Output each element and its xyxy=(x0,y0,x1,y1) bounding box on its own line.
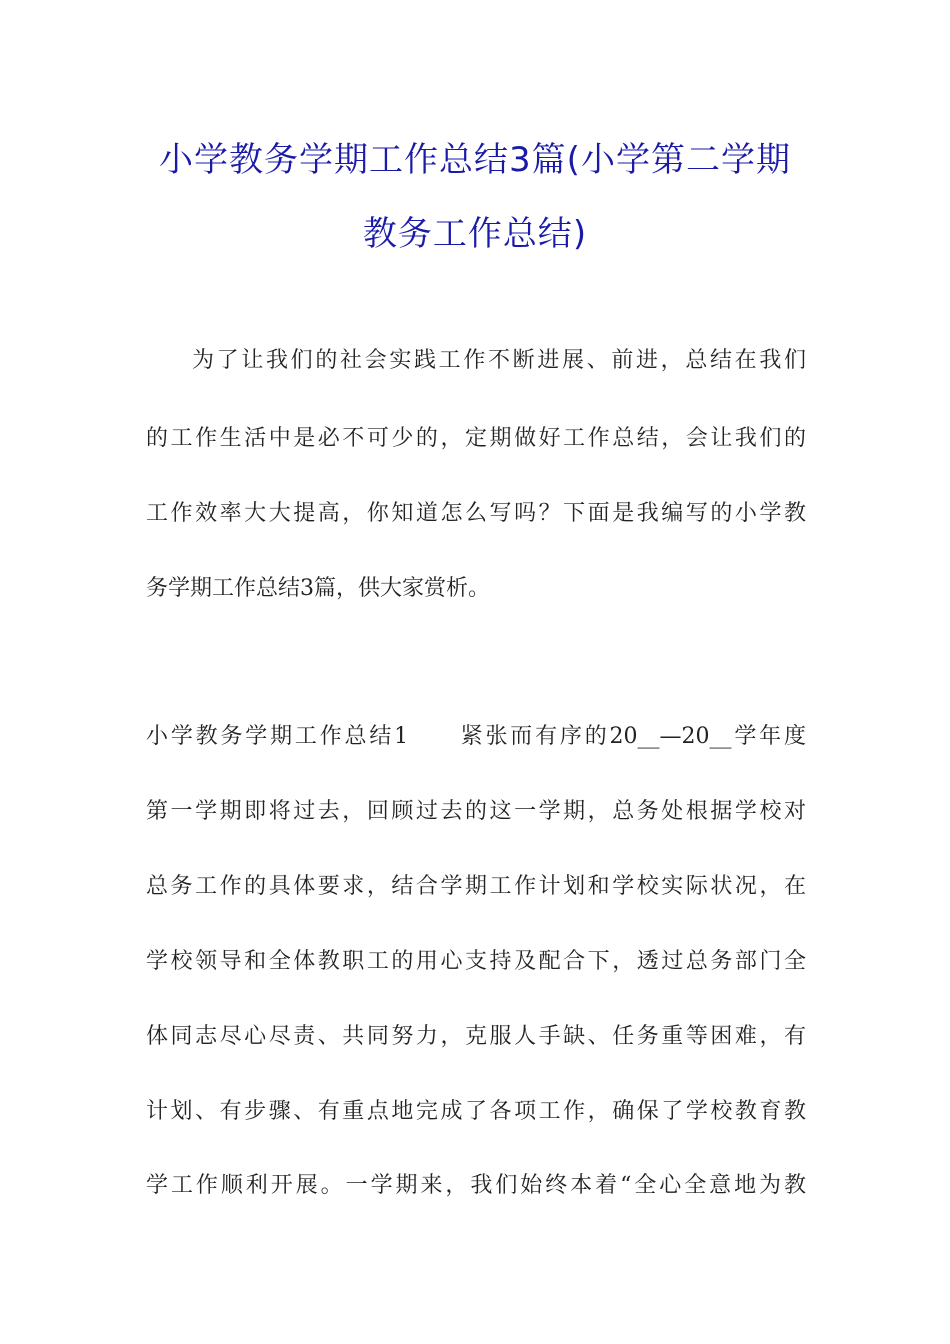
body-paragraph-line: 学工作顺利开展。一学期来，我们始终本着“全心全意地为教 xyxy=(146,1173,806,1198)
body-paragraph-line: 总务工作的具体要求，结合学期工作计划和学校实际状况，在 xyxy=(146,874,806,899)
intro-paragraph-line: 为了让我们的社会实践工作不断进展、前进，总结在我们 xyxy=(192,348,806,373)
body-paragraph-line: 小学教务学期工作总结1 紧张而有序的20__—20__学年度 xyxy=(146,724,806,749)
body-paragraph-line: 体同志尽心尽责、共同努力，克服人手缺、任务重等困难，有 xyxy=(146,1024,806,1049)
document-title-line-1: 小学教务学期工作总结3篇(小学第二学期 xyxy=(159,140,791,180)
intro-paragraph-line: 的工作生活中是必不可少的，定期做好工作总结，会让我们的 xyxy=(146,426,806,451)
document-title-line-2: 教务工作总结) xyxy=(362,214,588,254)
intro-paragraph-line: 务学期工作总结3篇，供大家赏析。 xyxy=(146,576,490,601)
body-paragraph-line: 学校领导和全体教职工的用心支持及配合下，透过总务部门全 xyxy=(146,949,806,974)
body-paragraph-line: 第一学期即将过去，回顾过去的这一学期，总务处根据学校对 xyxy=(146,799,806,824)
intro-paragraph-line: 工作效率大大提高，你知道怎么写吗？下面是我编写的小学教 xyxy=(146,501,806,526)
body-paragraph-line: 计划、有步骤、有重点地完成了各项工作，确保了学校教育教 xyxy=(146,1099,806,1124)
